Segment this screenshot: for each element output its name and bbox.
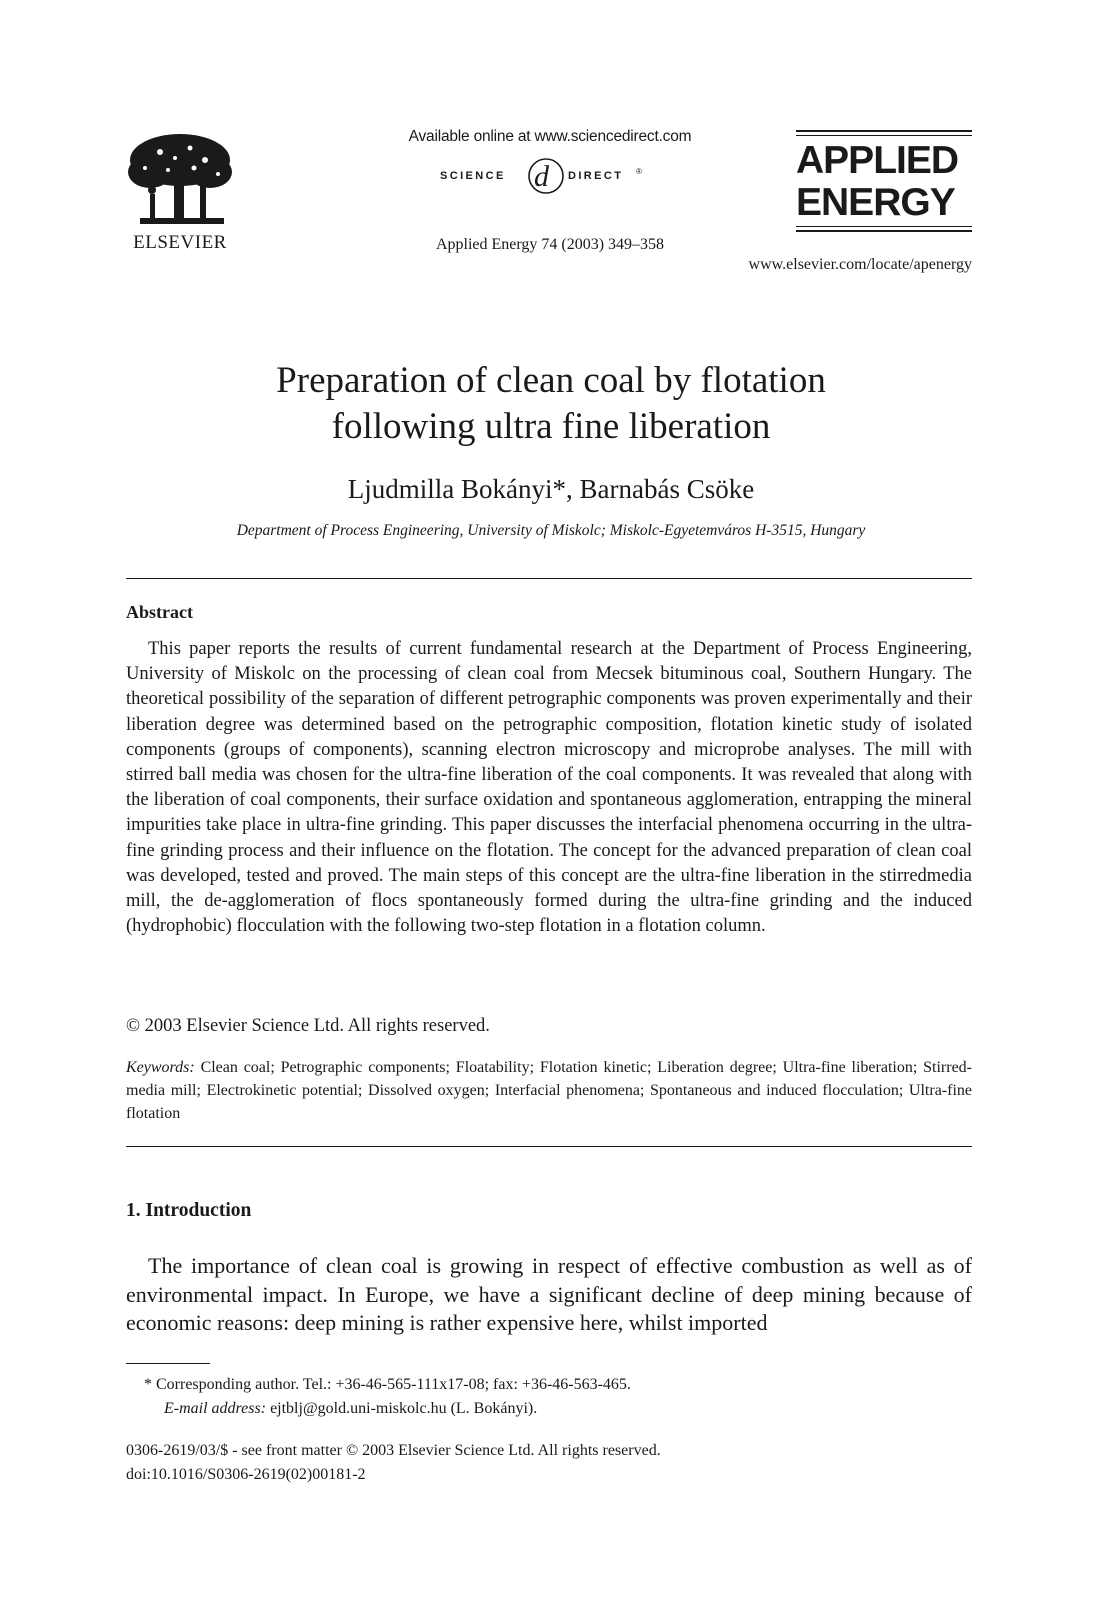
email-label: E-mail address: [164, 1400, 267, 1417]
journal-brand-logo [796, 130, 972, 232]
author-affiliation: Department of Process Engineering, University of Miskolc; Miskolc-Egyetemváros H-3515, Hungary [236, 522, 866, 539]
keywords [126, 1056, 972, 1125]
journal-url[interactable]: www.elsevier.com/locate/apenergy [748, 256, 972, 273]
abstract-copyright: © 2003 Elsevier Science Ltd. All rights reserved. [126, 1016, 490, 1036]
section-heading-introduction: 1. Introduction [126, 1200, 252, 1221]
sciencedirect-left-word: SCIENCE [440, 170, 506, 182]
abstract-text: This paper reports the results of current fundamental research at the Department of Process Engineering, University of Miskolc on the processing of clean coal from Mecsek bituminous coal, Southern Hungary. The theoretical possibility of the separation of different petrographic components was proven experimentally and their liberation degree was determined based on the petrographic composition, flotation kinetic study of isolated components (groups of components), scanning electron microscopy and microprobe analyses. The mill with stirred ball media was chosen for the ultra-fine liberation of the coal components. It was revealed that along with the liberation of coal components, their surface oxidation and spontaneous agglomeration, entrapping the mineral impurities take place in ultra-fine grinding. This paper discusses the interfacial phenomena occurring in the ultra-fine grinding process and their influence on the flotation. The concept for the advanced preparation of clean coal was developed, tested and proved. The main steps of this concept are the ultra-fine liberation in the stirredmedia mill, the de-agglomeration of flocs spontaneously formed during the ultra-fine grinding and the induced (hydrophobic) flocculation with the following two-step flotation in a flotation column. [126, 639, 972, 937]
journal-brand-line2: ENERGY [796, 181, 955, 224]
sciencedirect-right-word: DIRECT [568, 170, 624, 182]
footnote-corresponding-author: * Corresponding author. Tel.: +36-46-565-111x17-08; fax: +36-46-563-465. [144, 1376, 631, 1393]
journal-citation: Applied Energy 74 (2003) 349–358 [435, 236, 665, 253]
footnote-email [164, 1400, 537, 1418]
journal-brand-line1: APPLIED [796, 139, 959, 182]
divider-bottom [126, 1146, 972, 1147]
introduction-text: The importance of clean coal is growing in respect of effective combustion as well as of environmental impact. In Europe, we have a significant decline of deep mining because of economic reasons: deep mining is rather expensive here, whilst imported [126, 1253, 972, 1335]
publisher-name: ELSEVIER [133, 232, 227, 253]
title-line-2: following ultra fine liberation [331, 406, 771, 447]
keywords-list: Clean coal; Petrographic components; Floatability; Flotation kinetic; Liberation degree; Ultra-fine liberation; Stirred-media mill; Electrokinetic potential; Dissolved oxygen; Interfacial phenomena; Spontaneous and induced flocculation; Ultra-fine flotation [126, 1059, 973, 1122]
keywords-label: Keywords: [126, 1059, 195, 1076]
email-address[interactable]: ejtblj@gold.uni-miskolc.hu (L. Bokányi). [266, 1400, 538, 1417]
issn-line: 0306-2619/03/$ - see front matter © 2003 Elsevier Science Ltd. All rights reserved. [126, 1442, 661, 1459]
svg-text:d: d [534, 160, 549, 193]
article-title [120, 358, 982, 450]
abstract-heading: Abstract [126, 602, 193, 622]
doi-line[interactable]: doi:10.1016/S0306-2619(02)00181-2 [126, 1466, 366, 1483]
title-line-1: Preparation of clean coal by flotation [276, 360, 826, 401]
divider-top [126, 578, 972, 579]
article-authors: Ljudmilla Bokányi*, Barnabás Csöke [347, 474, 755, 504]
footnote-rule [126, 1363, 210, 1364]
sciencedirect-logo [440, 156, 660, 196]
available-online-text: Available online at www.sciencedirect.com [408, 128, 692, 145]
registered-mark: ® [636, 167, 642, 176]
